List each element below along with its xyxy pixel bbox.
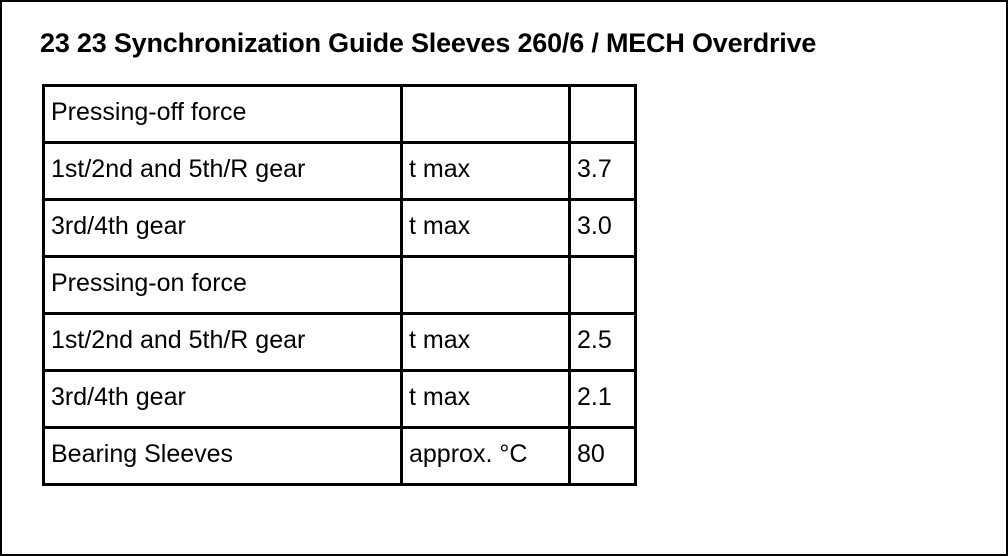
table-row (44, 371, 636, 428)
table-row (44, 257, 636, 314)
row-unit (402, 257, 570, 314)
row-label: 3rd/4th gear (44, 371, 402, 428)
row-value (570, 86, 636, 143)
table-row (44, 143, 636, 200)
table-row (44, 428, 636, 485)
table-row (44, 200, 636, 257)
row-unit (402, 86, 570, 143)
row-value: 2.1 (570, 371, 636, 428)
row-unit: t max (402, 371, 570, 428)
row-label: 3rd/4th gear (44, 200, 402, 257)
row-unit: t max (402, 200, 570, 257)
row-label: Bearing Sleeves (44, 428, 402, 485)
row-label: Pressing-off force (44, 86, 402, 143)
table-body (44, 86, 636, 485)
row-unit: t max (402, 314, 570, 371)
row-value: 3.7 (570, 143, 636, 200)
row-value: 2.5 (570, 314, 636, 371)
table-row (44, 314, 636, 371)
row-label: 1st/2nd and 5th/R gear (44, 314, 402, 371)
row-unit: t max (402, 143, 570, 200)
row-label: Pressing-on force (44, 257, 402, 314)
row-unit: approx. °C (402, 428, 570, 485)
specification-table (42, 84, 637, 486)
table-row (44, 86, 636, 143)
row-value (570, 257, 636, 314)
row-label: 1st/2nd and 5th/R gear (44, 143, 402, 200)
row-value: 80 (570, 428, 636, 485)
row-value: 3.0 (570, 200, 636, 257)
page-title: 23 23 Synchronization Guide Sleeves 260/6 / MECH Overdrive (40, 28, 817, 58)
